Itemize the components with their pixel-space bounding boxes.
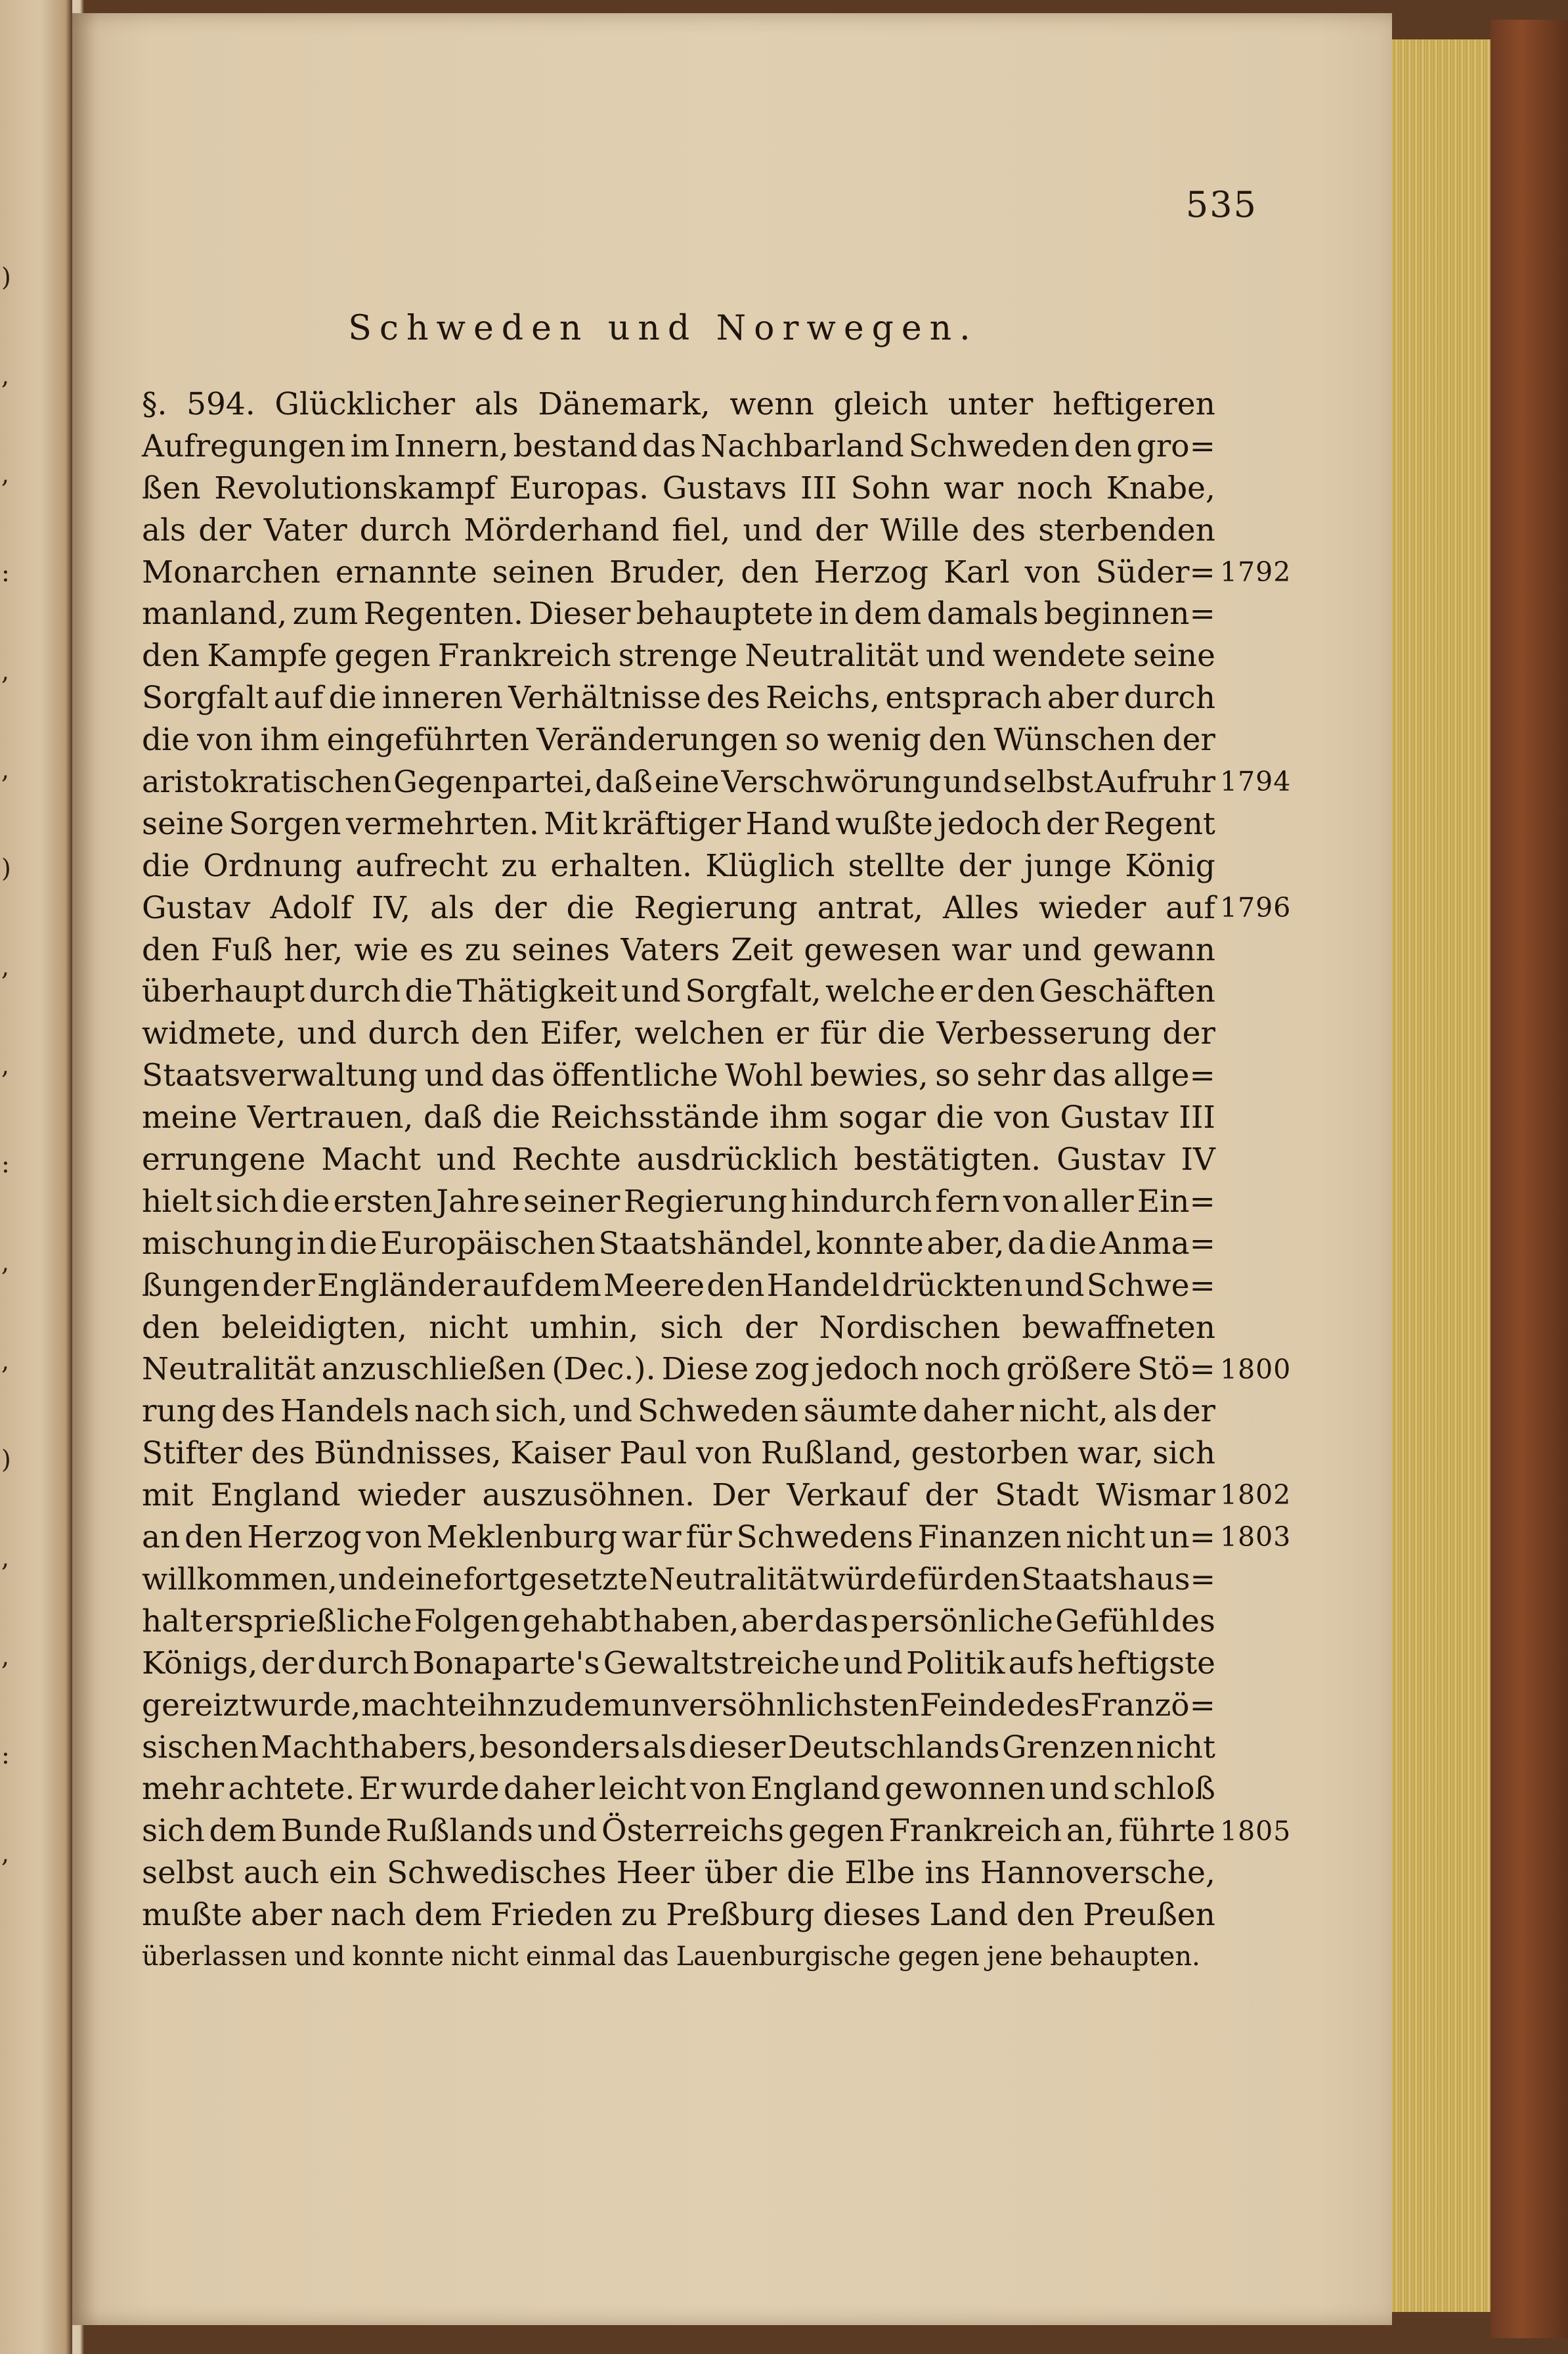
text-line: Gustav Adolf IV, als der die Regierung antrat, Alles wieder auf: [142, 889, 1215, 926]
text-line: Sorgfalt auf die inneren Verhältnisse des Reichs, entsprach aber durch: [142, 680, 1215, 717]
text-line: überlassen und konnte nicht einmal das Lauenburgische gegen jene behaupten.: [142, 1941, 1200, 1972]
text-line: mußte aber nach dem Frieden zu Preßburg dieses Land den Preußen: [142, 1897, 1215, 1934]
left-page-bleed-marks: ) , , : , , ) , , : , , ) , , : ,: [1, 263, 11, 1868]
chapter-title: Schweden und Norwegen.: [348, 309, 978, 348]
text-line: den Fuß her, wie es zu seines Vaters Zeit gewesen war und gewann: [142, 931, 1215, 968]
text-line: §. 594. Glücklicher als Dänemark, wenn gleich unter heftigeren: [142, 386, 1215, 422]
text-line: aristokratischen Gegenpartei, daß eine Verschwörung und selbst Aufruhr: [142, 764, 1215, 800]
body-text: [142, 384, 1215, 1978]
text-line: manland, zum Regenten. Dieser behauptete in dem damals beginnen=: [142, 596, 1215, 633]
text-line: hielt sich die ersten Jahre seiner Regierung hindurch fern von aller Ein=: [142, 1183, 1215, 1220]
text-line: errungene Macht und Rechte ausdrücklich bestätigten. Gustav IV: [142, 1142, 1215, 1178]
text-line: mischung in die Europäischen Staatshändel, konnte aber, da die Anma=: [142, 1225, 1215, 1262]
text-line: Monarchen ernannte seinen Bruder, den Herzog Karl von Süder=: [142, 554, 1215, 590]
margin-year: 1794: [1220, 766, 1292, 798]
text-line: Aufregungen im Innern, bestand das Nachbarland Schweden den gro=: [142, 428, 1215, 464]
gilt-page-edges: [1392, 39, 1491, 2312]
text-line: an den Herzog von Meklenburg war für Schwedens Finanzen nicht un=: [142, 1519, 1215, 1556]
margin-year: 1796: [1220, 891, 1292, 923]
text-line: Königs, der durch Bonaparte's Gewaltstreiche und Politik aufs heftigste: [142, 1645, 1215, 1681]
margin-year: 1802: [1220, 1479, 1292, 1511]
text-line: rung des Handels nach sich, und Schweden säumte daher nicht, als der: [142, 1393, 1215, 1430]
text-line: Staatsverwaltung und das öffentliche Wohl bewies, so sehr das allge=: [142, 1057, 1215, 1094]
text-line: mit England wieder auszusöhnen. Der Verkauf der Stadt Wismar: [142, 1477, 1215, 1514]
text-line: Neutralität anzuschließen (Dec.). Diese zog jedoch noch größere Stö=: [142, 1351, 1215, 1388]
text-line: als der Vater durch Mörderhand fiel, und der Wille des sterbenden: [142, 512, 1215, 548]
text-line: mehr achtete. Er wurde daher leicht von England gewonnen und schloß: [142, 1771, 1215, 1808]
text-line: halt ersprießliche Folgen gehabt haben, aber das persönliche Gefühl des: [142, 1603, 1215, 1639]
page-number: 535: [1185, 184, 1257, 225]
margin-year: 1803: [1220, 1521, 1292, 1553]
text-line: widmete, und durch den Eifer, welchen er für die Verbesserung der: [142, 1015, 1215, 1052]
text-line: die von ihm eingeführten Veränderungen so wenig den Wünschen der: [142, 722, 1215, 759]
margin-year: 1805: [1220, 1815, 1292, 1847]
text-line: Stifter des Bündnisses, Kaiser Paul von Rußland, gestorben war, sich: [142, 1435, 1215, 1472]
text-line: ßen Revolutionskampf Europas. Gustavs III Sohn war noch Knabe,: [142, 470, 1215, 506]
text-line: willkommen, und eine fortgesetzte Neutralität würde für den Staatshaus=: [142, 1561, 1215, 1597]
text-line: den beleidigten, nicht umhin, sich der Nordischen bewaffneten: [142, 1309, 1215, 1346]
text-line: überhaupt durch die Thätigkeit und Sorgfalt, welche er den Geschäften: [142, 973, 1215, 1010]
text-line: ßungen der Engländer auf dem Meere den Handel drückten und Schwe=: [142, 1267, 1215, 1304]
text-line: sischen Machthabers, besonders als dieser Deutschlands Grenzen nicht: [142, 1729, 1215, 1766]
margin-year: 1792: [1220, 556, 1292, 588]
text-line: selbst auch ein Schwedisches Heer über die Elbe ins Hannoversche,: [142, 1855, 1215, 1892]
text-line: seine Sorgen vermehrten. Mit kräftiger Hand wußte jedoch der Regent: [142, 805, 1215, 842]
margin-year: 1800: [1220, 1353, 1292, 1385]
book-cover-edge: [1491, 20, 1568, 2338]
text-line: meine Vertrauen, daß die Reichsstände ihm sogar die von Gustav III: [142, 1099, 1215, 1136]
text-line: gereizt wurde, machte ihn zu dem unversöhnlichsten Feinde des Franzö=: [142, 1687, 1215, 1723]
text-line: den Kampfe gegen Frankreich strenge Neutralität und wendete seine: [142, 638, 1215, 675]
text-line: sich dem Bunde Rußlands und Österreichs gegen Frankreich an, führte: [142, 1813, 1215, 1850]
text-line: die Ordnung aufrecht zu erhalten. Klüglich stellte der junge König: [142, 847, 1215, 884]
